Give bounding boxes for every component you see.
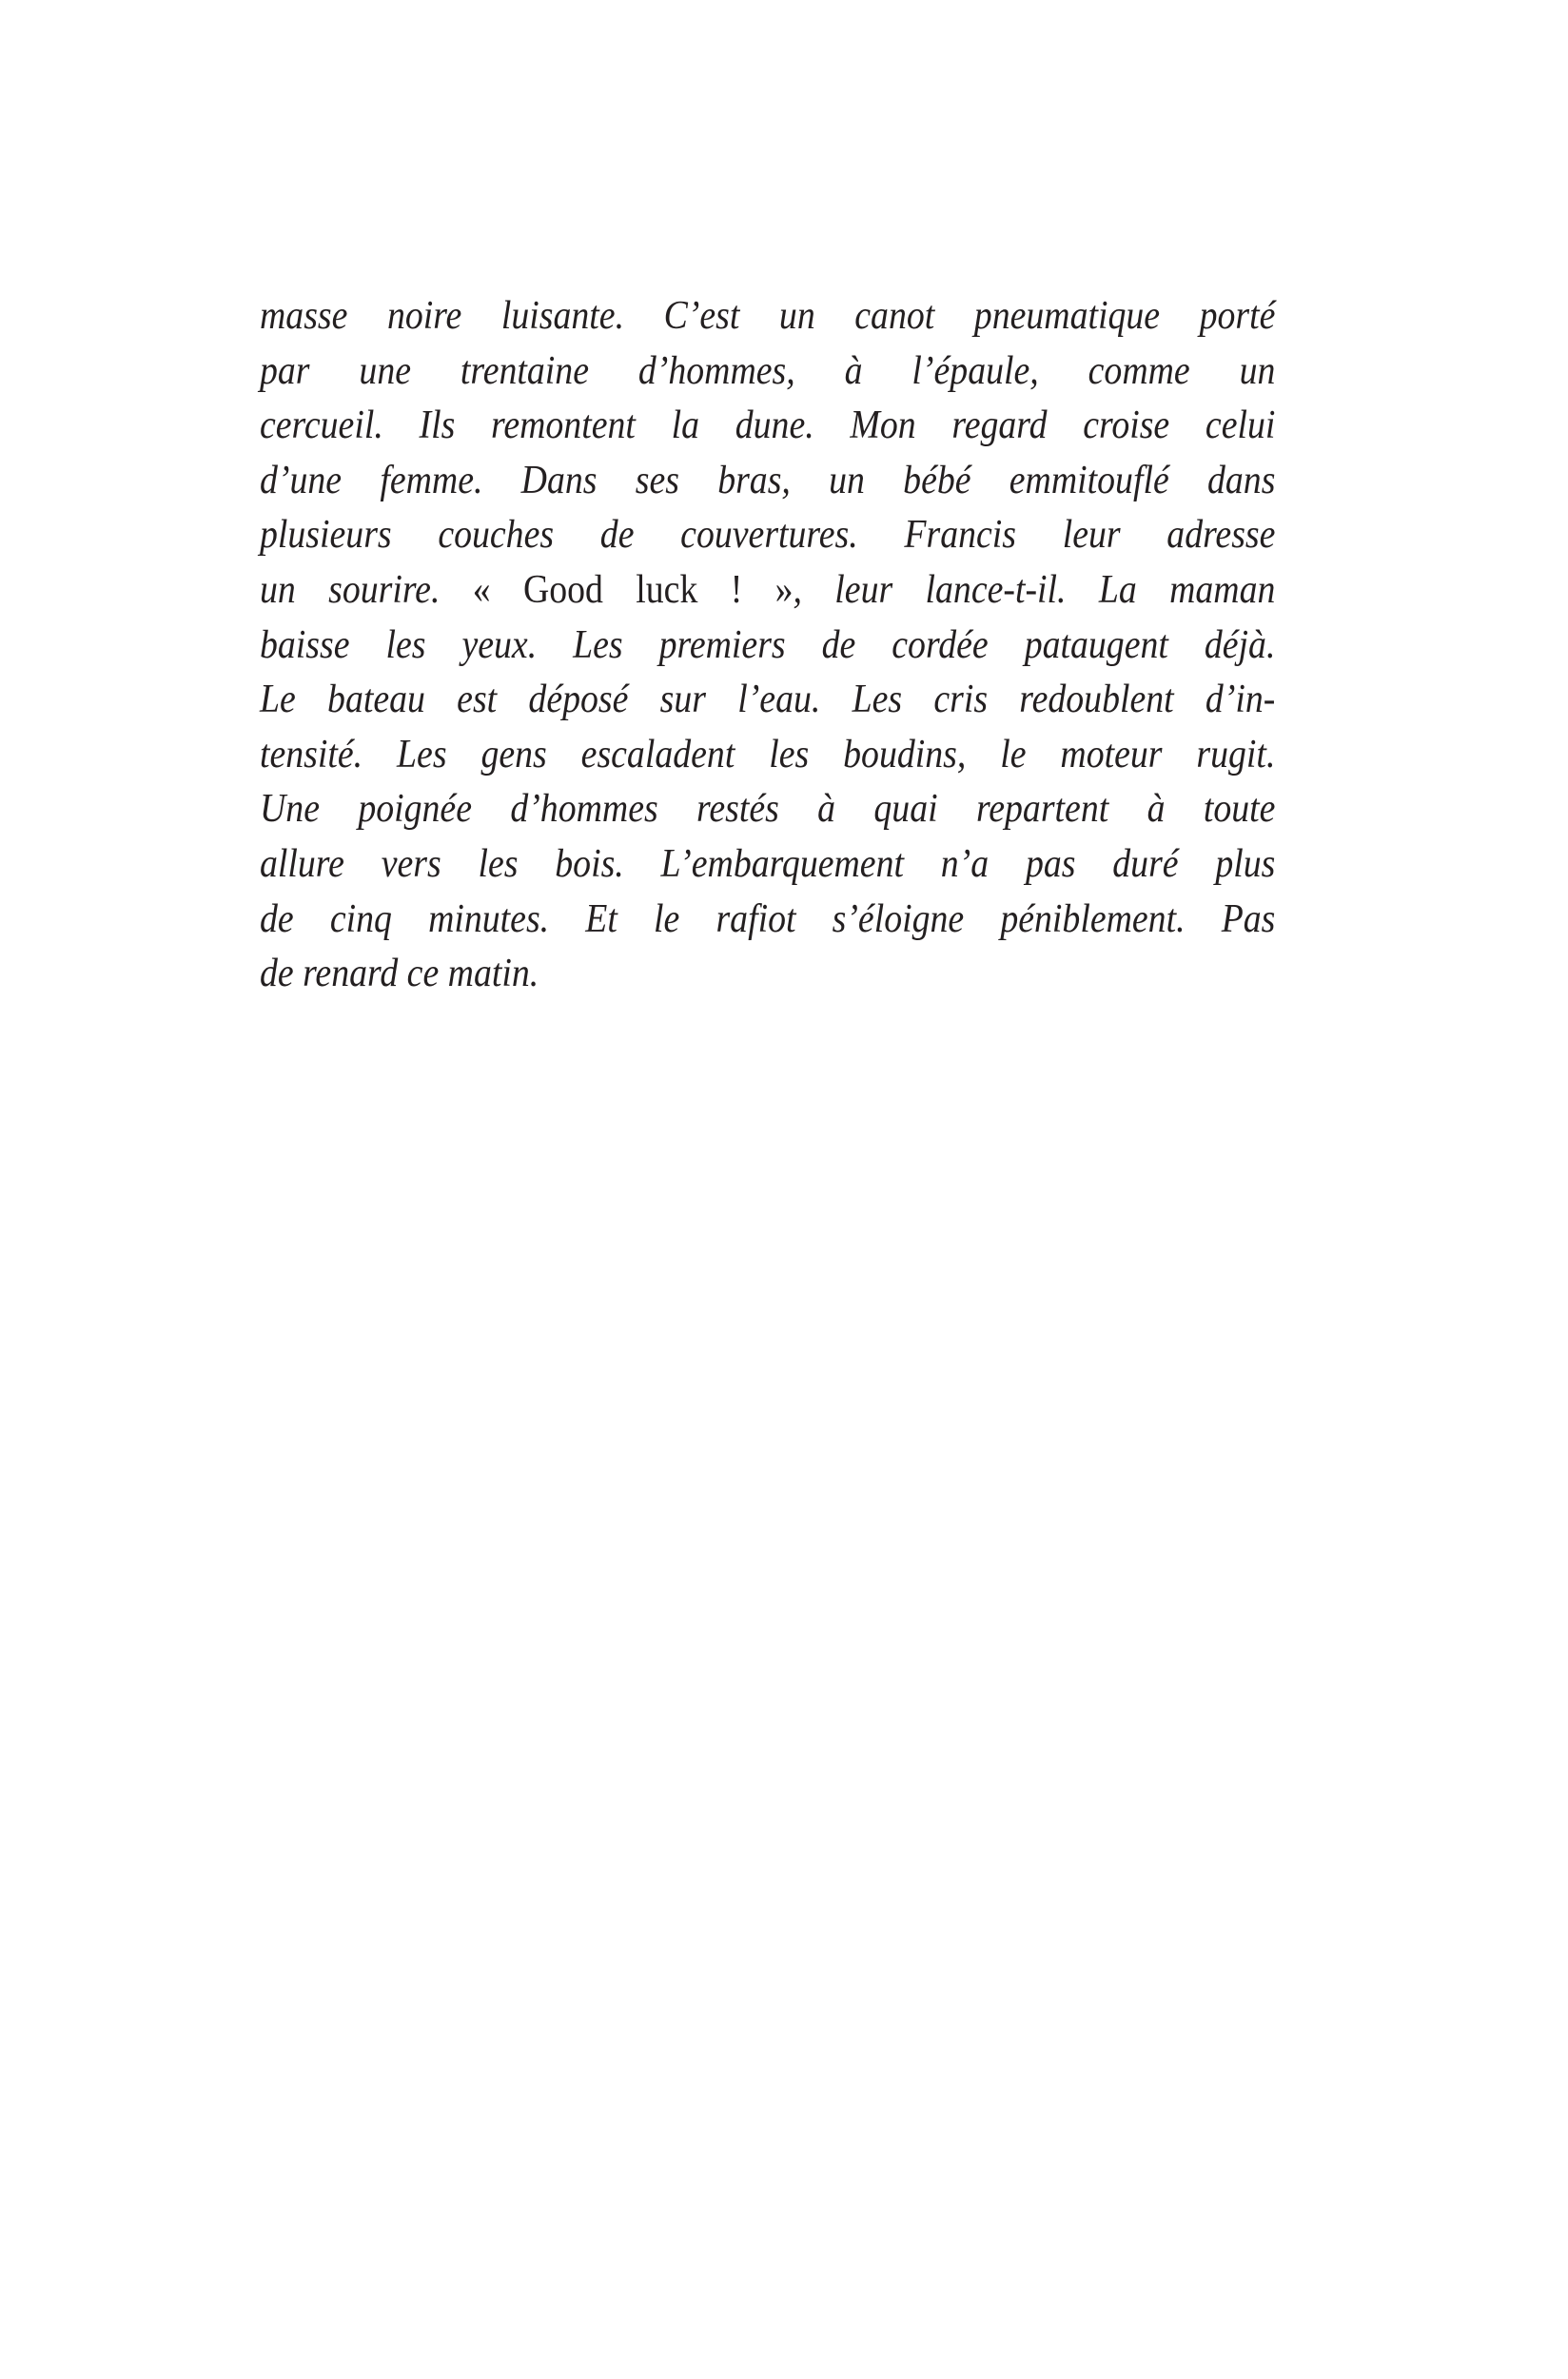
- text-line: masse noire luisante. C’est un canot pneumatique porté: [260, 294, 1276, 338]
- text-line: par une trentaine d’hommes, à l’épaule, comme un: [260, 348, 1276, 393]
- text-line: allure vers les bois. L’embarquement n’a pas duré plus: [260, 841, 1276, 886]
- text-line: cercueil. Ils remontent la dune. Mon regard croise celui: [260, 403, 1276, 448]
- text-line: [260, 563, 1275, 619]
- body-paragraph: [260, 289, 1275, 1002]
- text-line-last: de renard ce matin.: [260, 952, 539, 996]
- quoted-english-phrase: « Good luck ! »: [472, 567, 794, 612]
- text-segment: un sourire.: [260, 567, 473, 612]
- text-line: tensité. Les gens escaladent les boudins, le moteur rugit.: [260, 732, 1276, 777]
- text-line: Une poignée d’hommes restés à quai repartent à toute: [260, 787, 1276, 832]
- text-line: Le bateau est déposé sur l’eau. Les cris redoublent d’in-: [260, 678, 1276, 722]
- text-line: plusieurs couches de couvertures. Francis leur adresse: [260, 513, 1276, 558]
- text-line: de cinq minutes. Et le rafiot s’éloigne péniblement. Pas: [260, 896, 1276, 941]
- text-segment: , leur lance-t-il. La maman: [793, 567, 1276, 612]
- text-line: d’une femme. Dans ses bras, un bébé emmitouflé dans: [260, 458, 1276, 502]
- text-line: baisse les yeux. Les premiers de cordée pataugent déjà.: [260, 622, 1276, 667]
